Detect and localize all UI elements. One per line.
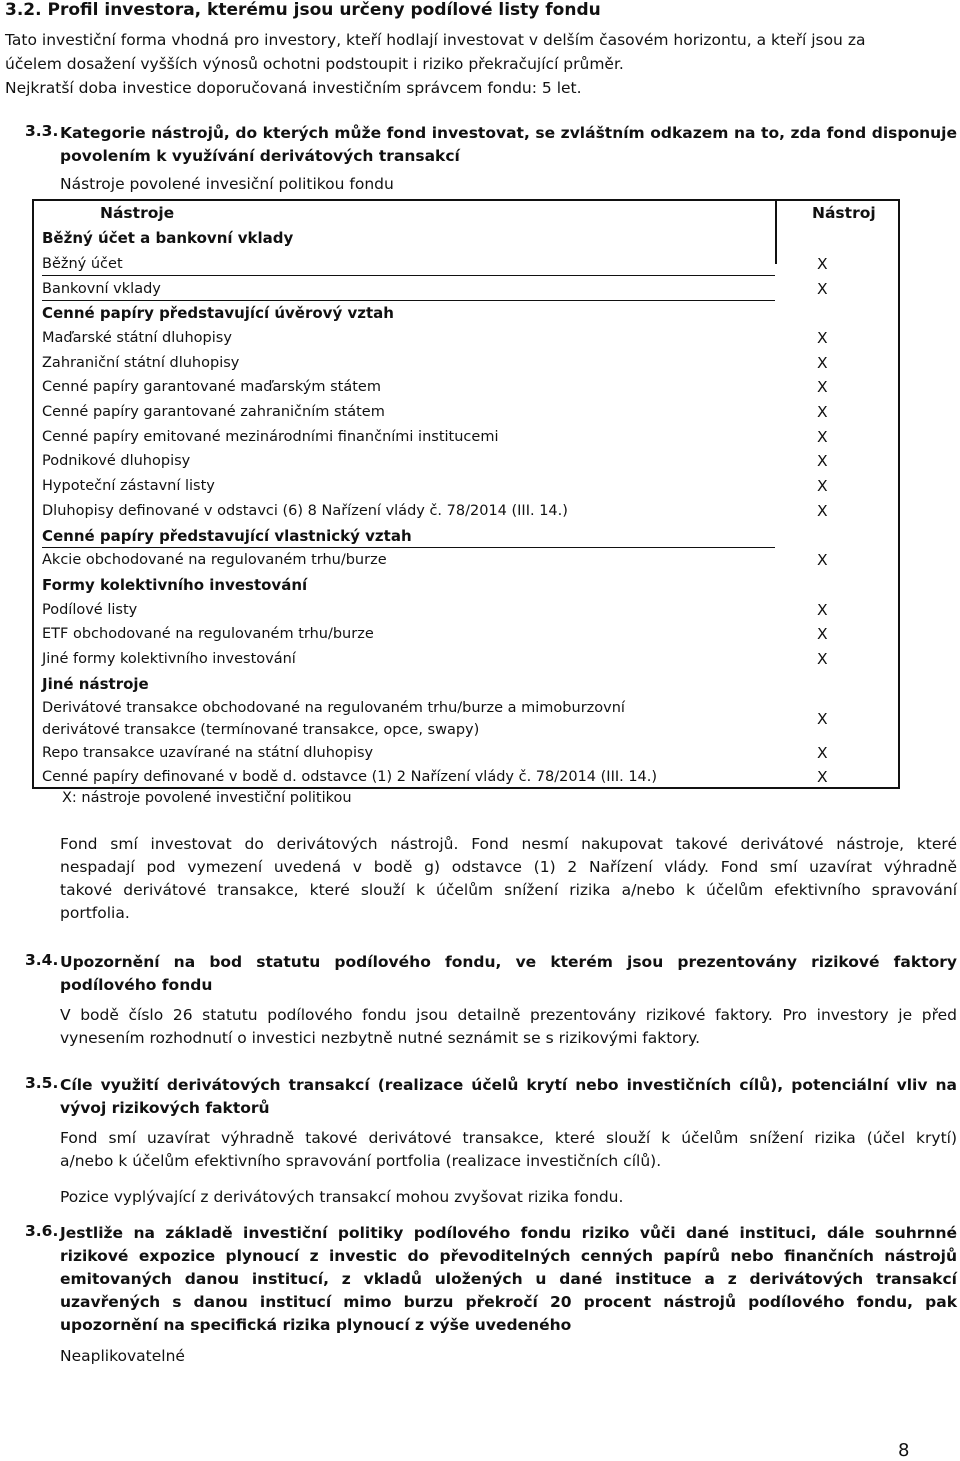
after-table-text <box>60 833 957 925</box>
instrument-label: Cenné papíry emitované mezinárodními finančními institucemi <box>42 429 499 445</box>
table-row <box>42 599 902 622</box>
table-row <box>42 766 902 789</box>
section-3-4-number: 3.4. <box>25 951 59 969</box>
instrument-label: Maďarské státní dluhopisy <box>42 330 232 346</box>
allowed-mark: X <box>817 354 828 372</box>
table-row <box>42 278 902 301</box>
instrument-label: Cenné papíry definované v bodě d. odstavce (1) 2 Nařízení vlády č. 78/2014 (III. 14.) <box>42 769 658 785</box>
section-3-3-number: 3.3. <box>25 122 59 140</box>
after-table-line: Fond smí investovat do derivátových nástrojů. Fond nesmí nakupovat takové derivátové nástroje, které <box>60 835 957 853</box>
allowed-mark: X <box>817 280 828 298</box>
instrument-label: Derivátové transakce obchodované na regulovaném trhu/burze a mimoburzovní <box>42 700 625 716</box>
section-3-3-title: Kategorie nástrojů, do kterých může fond investovat, se zvláštním odkazem na to, zda fond disponuje povolením k využívání derivátových transakcí <box>60 124 957 165</box>
title-line: vývoj rizikových faktorů <box>60 1099 270 1117</box>
table-legend: X: nástroje povolené investiční politikou <box>62 790 352 806</box>
table-row <box>42 227 902 250</box>
header-instrument: Nástroj <box>812 204 876 222</box>
section-3-6-number: 3.6. <box>25 1222 59 1240</box>
body-line: vynesením rozhodnutí o investici nezbytně nutné seznámit se s rizikovými faktory. <box>60 1029 701 1047</box>
table-row <box>42 623 902 646</box>
table-header-row <box>42 202 902 225</box>
instrument-label: Jiné formy kolektivního investování <box>42 651 296 667</box>
category-label: Cenné papíry představující vlastnický vztah <box>42 527 412 545</box>
table-row <box>42 253 902 276</box>
table-row <box>42 742 902 765</box>
allowed-mark: X <box>817 601 828 619</box>
section-3-6-title <box>60 1222 957 1337</box>
row-rule <box>42 547 775 548</box>
section-3-2-line-1: Tato investiční forma vhodná pro investory, kteří hodlají investovat v delším časovém horizontu, a kteří jsou za <box>5 31 866 49</box>
allowed-mark: X <box>817 625 828 643</box>
section-3-5-body-2: Pozice vyplývající z derivátových transakcí mohou zvyšovat rizika fondu. <box>60 1188 624 1206</box>
table-row <box>42 525 902 548</box>
instrument-label: Akcie obchodované na regulovaném trhu/burze <box>42 552 387 568</box>
table-row <box>42 475 902 498</box>
instruments-table <box>32 199 900 789</box>
table-row <box>42 648 902 671</box>
category-label: Běžný účet a bankovní vklady <box>42 229 294 247</box>
category-label: Cenné papíry představující úvěrový vztah <box>42 304 394 322</box>
allowed-mark: X <box>817 650 828 668</box>
row-rule <box>42 300 775 301</box>
after-table-line: portfolia. <box>60 904 130 922</box>
table-row <box>42 376 902 399</box>
allowed-mark: X <box>817 329 828 347</box>
instrument-label: Dluhopisy definované v odstavci (6) 8 Nařízení vlády č. 78/2014 (III. 14.) <box>42 503 568 519</box>
title-line: upozornění na specifická rizika plynoucí z výše uvedeného <box>60 1316 572 1334</box>
instrument-label: Podnikové dluhopisy <box>42 453 191 469</box>
title-line: rizikové expozice plynoucí z investic do převoditelných cenných papírů nebo finančních nástrojů <box>60 1247 957 1265</box>
title-line: podílového fondu <box>60 976 213 994</box>
title-line: emitovaných danou institucí, z vkladů uložených u dané instituce a z derivátových transakcí <box>60 1270 957 1288</box>
table-caption: Nástroje povolené invesiční politikou fondu <box>60 175 394 193</box>
title-line: Upozornění na bod statutu podílového fondu, ve kterém jsou prezentovány rizikové faktory <box>60 953 957 971</box>
allowed-mark: X <box>817 710 828 728</box>
page-number: 8 <box>898 1440 910 1461</box>
section-3-2-line-2: účelem dosažení vyšších výnosů ochotni podstoupit i riziko překračující průměr. <box>5 55 624 73</box>
body-line: V bodě číslo 26 statutu podílového fondu jsou detailně prezentovány rizikové faktory. Pro investory je před <box>60 1006 957 1024</box>
table-row <box>42 673 902 696</box>
table-row <box>42 574 902 597</box>
row-rule <box>42 275 775 276</box>
table-row <box>42 697 902 743</box>
after-table-line: takové derivátové transakce, které slouží k účelům snížení rizika a/nebo k účelům efektivního spravování <box>60 881 957 899</box>
section-3-5-number: 3.5. <box>25 1074 59 1092</box>
instrument-label: Cenné papíry garantované zahraničním státem <box>42 404 385 420</box>
allowed-mark: X <box>817 502 828 520</box>
category-label: Formy kolektivního investování <box>42 576 308 594</box>
allowed-mark: X <box>817 378 828 396</box>
allowed-mark: X <box>817 477 828 495</box>
section-3-2-title: 3.2. Profil investora, kterému jsou určeny podílové listy fondu <box>5 0 601 20</box>
title-line: Cíle využití derivátových transakcí (realizace účelů krytí nebo investičních cílů), potenciální vliv na <box>60 1076 957 1094</box>
allowed-mark: X <box>817 744 828 762</box>
allowed-mark: X <box>817 768 828 786</box>
table-row <box>42 426 902 449</box>
title-line: Jestliže na základě investiční politiky podílového fondu riziko vůči dané instituci, dále souhrnné <box>60 1224 957 1242</box>
allowed-mark: X <box>817 551 828 569</box>
instrument-label: Bankovní vklady <box>42 281 161 297</box>
header-instruments: Nástroje <box>100 204 175 222</box>
table-row <box>42 352 902 375</box>
allowed-mark: X <box>817 452 828 470</box>
table-row <box>42 450 902 473</box>
after-table-line: nespadají pod vymezení uvedená v bodě g) odstavce (1) 2 Nařízení vlády. Fond smí uzavírat výhradně <box>60 858 957 876</box>
allowed-mark: X <box>817 403 828 421</box>
section-3-6-body: Neaplikovatelné <box>60 1347 185 1365</box>
section-3-4-body <box>60 1004 957 1050</box>
instrument-label: Repo transakce uzavírané na státní dluhopisy <box>42 745 374 761</box>
table-row <box>42 549 902 572</box>
body-line: Fond smí uzavírat výhradně takové derivátové transakce, které slouží k účelům snížení rizika (účel krytí) <box>60 1129 957 1147</box>
instrument-label: Podílové listy <box>42 602 138 618</box>
instrument-label: Hypoteční zástavní listy <box>42 478 215 494</box>
instrument-label: ETF obchodované na regulovaném trhu/burze <box>42 626 374 642</box>
instrument-label: Zahraniční státní dluhopisy <box>42 355 240 371</box>
table-row <box>42 500 902 523</box>
instrument-label: Běžný účet <box>42 256 123 272</box>
table-row <box>42 401 902 424</box>
section-3-4-title <box>60 951 957 997</box>
section-3-5-title <box>60 1074 957 1120</box>
section-3-2-line-3: Nejkratší doba investice doporučovaná investičním správcem fondu: 5 let. <box>5 79 582 97</box>
title-line: uzavřených s danou institucí mimo burzu překročí 20 procent nástrojů podílového fondu, pak <box>60 1293 957 1311</box>
category-label: Jiné nástroje <box>42 675 149 693</box>
body-line: a/nebo k účelům efektivního spravování portfolia (realizace investičních cílů). <box>60 1152 662 1170</box>
instrument-label: Cenné papíry garantované maďarským státem <box>42 379 381 395</box>
table-row <box>42 302 902 325</box>
allowed-mark: X <box>817 428 828 446</box>
table-row <box>42 327 902 350</box>
instrument-label-continued: derivátové transakce (termínované transakce, opce, swapy) <box>42 722 480 738</box>
allowed-mark: X <box>817 255 828 273</box>
section-3-5-body <box>60 1127 957 1173</box>
